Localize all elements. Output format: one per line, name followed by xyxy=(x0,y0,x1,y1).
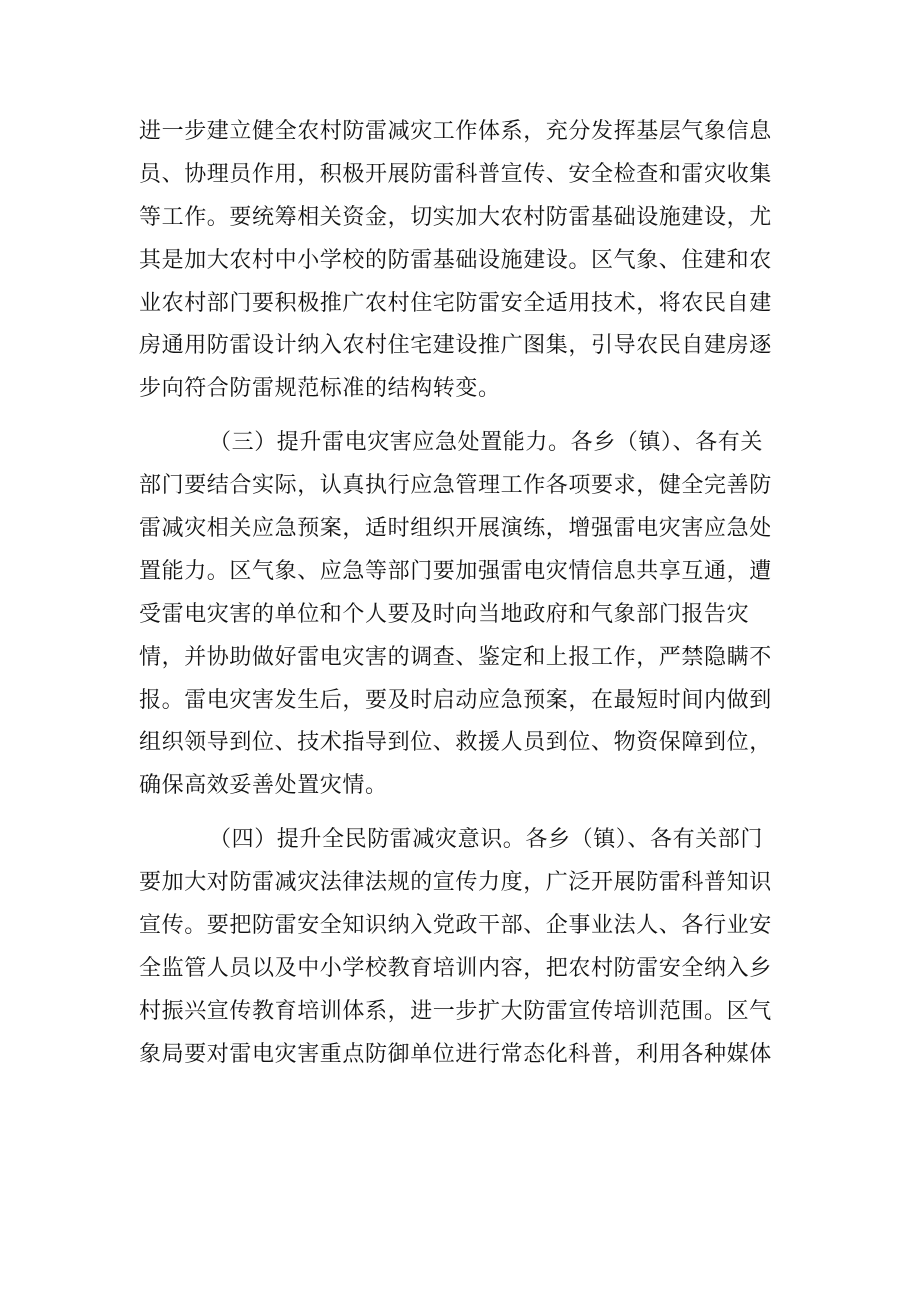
text-line: 置能力。区气象、应急等部门要加强雷电灾情信息共享互通，遭 xyxy=(139,558,772,584)
text-line: 受雷电灾害的单位和个人要及时向当地政府和气象部门报告灾 xyxy=(139,601,750,627)
text-line: 象局要对雷电灾害重点防御单位进行常态化科普，利用各种媒体 xyxy=(139,1041,772,1067)
paragraph-spacer xyxy=(139,411,795,422)
text-line: 情，并协助做好雷电灾害的调查、鉴定和上报工作，严禁隐瞒不 xyxy=(139,644,772,670)
text-line: 步向符合防雷规范标准的结构转变。 xyxy=(139,376,501,402)
text-line: 部门要结合实际，认真执行应急管理工作各项要求，健全完善防 xyxy=(139,473,772,499)
paragraph-rural-lightning-protection xyxy=(139,111,795,411)
text-line: 雷减灾相关应急预案，适时组织开展演练，增强雷电灾害应急处 xyxy=(139,516,772,542)
text-line: 房通用防雷设计纳入农村住宅建设推广图集，引导农民自建房逐 xyxy=(139,333,772,359)
document-body xyxy=(139,111,795,1077)
paragraph-spacer xyxy=(139,808,795,819)
text-line: 确保高效妥善处置灾情。 xyxy=(139,773,388,799)
text-line: 等工作。要统筹相关资金，切实加大农村防雷基础设施建设，尤 xyxy=(139,204,772,230)
text-line: 宣传。要把防雷安全知识纳入党政干部、企事业法人、各行业安 xyxy=(139,913,772,939)
text-line: 组织领导到位、技术指导到位、救援人员到位、物资保障到位， xyxy=(139,730,772,756)
text-line: 进一步建立健全农村防雷减灾工作体系，充分发挥基层气象信息 xyxy=(139,119,772,144)
text-line: 村振兴宣传教育培训体系，进一步扩大防雷宣传培训范围。区气 xyxy=(139,998,772,1024)
text-line: 全监管人员以及中小学校教育培训内容，把农村防雷安全纳入乡 xyxy=(139,955,772,981)
section-heading-line: （三）提升雷电灾害应急处置能力。各乡（镇）、各有关 xyxy=(209,430,764,456)
text-line: 其是加大农村中小学校的防雷基础设施建设。区气象、住建和农 xyxy=(139,247,772,273)
text-line: 业农村部门要积极推广农村住宅防雷安全适用技术，将农民自建 xyxy=(139,290,772,316)
text-line: 员、协理员作用，积极开展防雷科普宣传、安全检查和雷灾收集 xyxy=(139,161,772,187)
paragraph-public-awareness xyxy=(139,819,795,1076)
text-line: 报。雷电灾害发生后，要及时启动应急预案，在最短时间内做到 xyxy=(139,687,772,713)
text-line: 要加大对防雷减灾法律法规的宣传力度，广泛开展防雷科普知识 xyxy=(139,870,772,896)
paragraph-emergency-response xyxy=(139,422,795,808)
section-heading-line: （四）提升全民防雷减灾意识。各乡（镇）、各有关部门 xyxy=(209,827,764,853)
